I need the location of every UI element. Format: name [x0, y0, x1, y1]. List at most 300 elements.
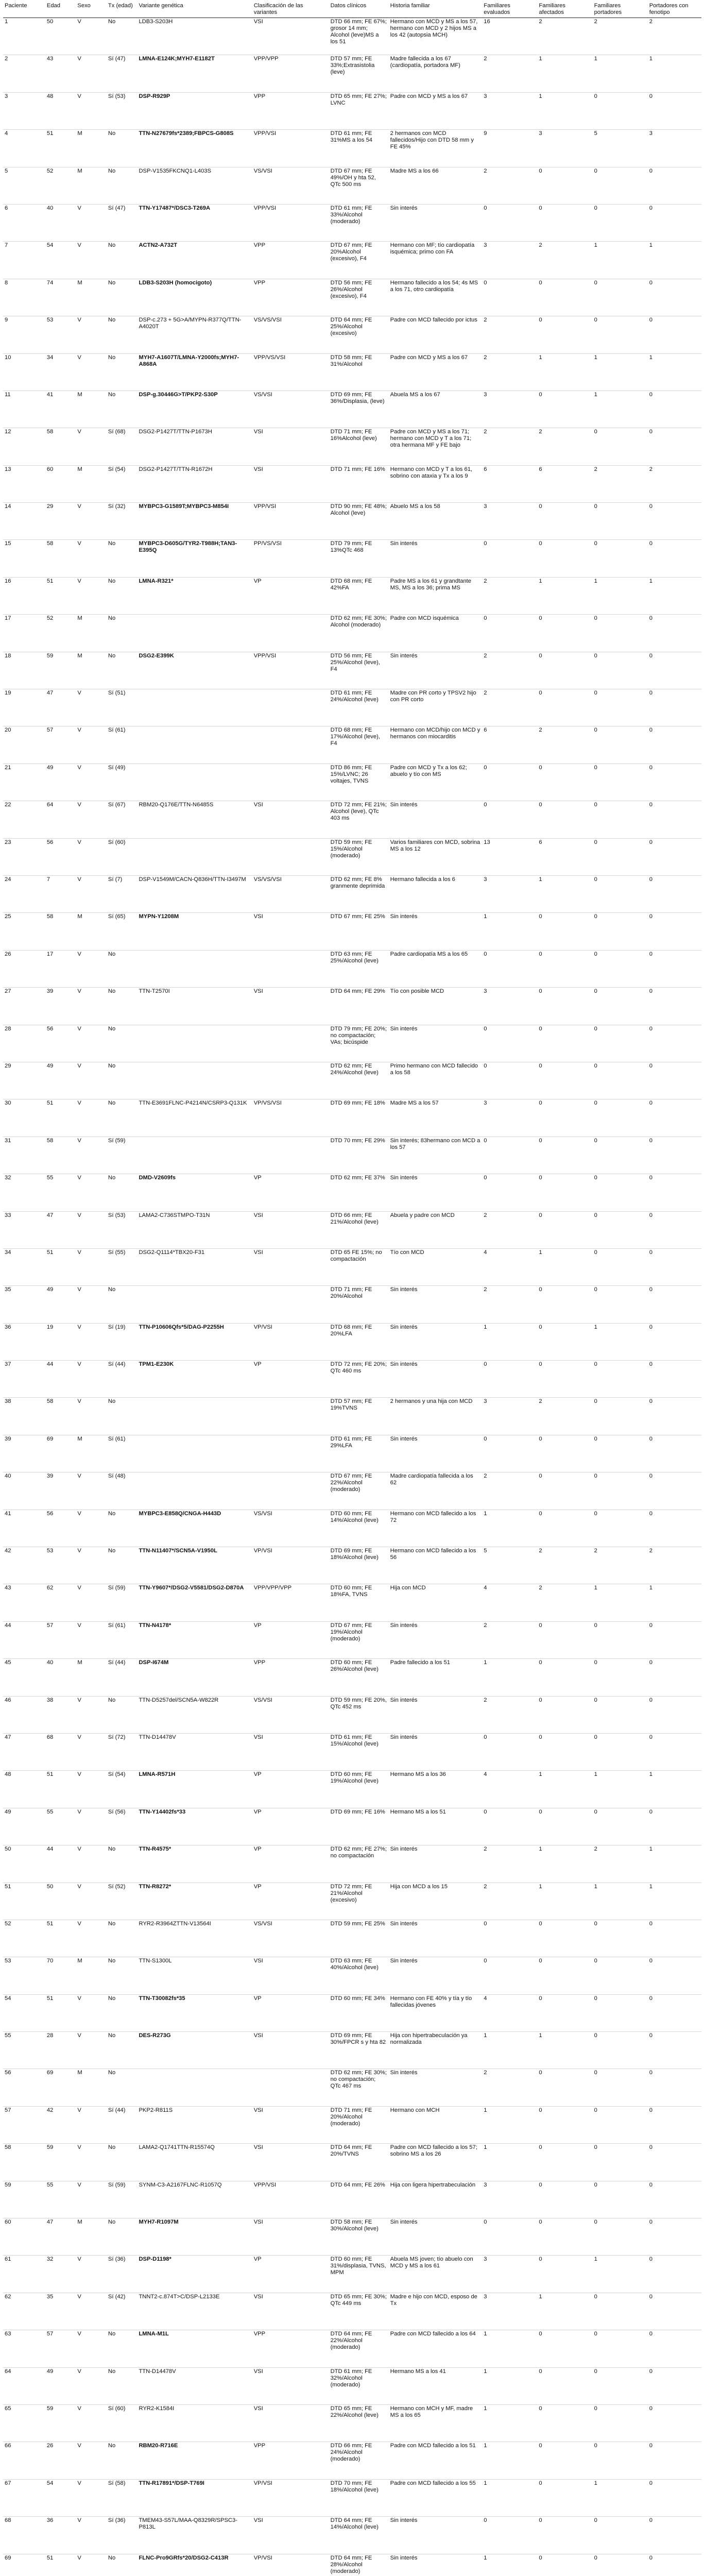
- table-cell: V: [77, 2517, 81, 2524]
- table-cell: 1: [539, 1883, 542, 1890]
- table-cell: 0: [594, 951, 597, 957]
- table-cell: V: [77, 951, 81, 957]
- table-cell: V: [77, 2443, 81, 2449]
- table-cell: No: [108, 578, 116, 584]
- table-cell: 0: [539, 1324, 542, 1330]
- table-cell: DTD 68 mm; FE 20%LFA: [330, 1324, 372, 1337]
- table-cell: 74: [46, 279, 54, 286]
- table-cell: Sin interés: [390, 652, 418, 659]
- table-cell: ACTN2-A732T: [139, 242, 178, 249]
- table-cell: V: [77, 1883, 81, 1890]
- table-cell: VP: [253, 1175, 262, 1181]
- table-cell: 3: [484, 503, 487, 510]
- table-cell: DTD 61 mm; FE 24%/Alcohol (leve): [330, 690, 379, 703]
- table-cell: 70: [46, 1958, 54, 1964]
- table-cell: DTD 62 mm; FE 30%; no compactación; QTc 467 ms: [330, 2070, 387, 2090]
- table-cell: 4: [484, 1249, 487, 1256]
- table-row: [3, 428, 701, 465]
- table-cell: 44: [5, 1622, 11, 1629]
- table-cell: No: [108, 988, 116, 995]
- table-cell: 51: [46, 130, 54, 137]
- table-cell: Hermano con FE 40% y tía y tío fallecidas jóvenes: [390, 1995, 472, 2008]
- table-cell: VSI: [253, 1958, 263, 1964]
- table-cell: 1: [484, 1510, 487, 1517]
- table-cell: 0: [649, 205, 653, 211]
- table-cell: MYH7-A1607T/LMNA-Y2000fs;MYH7-A868A: [139, 354, 239, 367]
- table-cell: DSP-V1535FKCNQ1-L403S: [139, 167, 211, 174]
- table-row: [3, 1472, 701, 1510]
- table-cell: 2: [484, 1846, 487, 1853]
- table-row: [3, 2405, 701, 2442]
- table-cell: 17: [5, 615, 11, 622]
- table-cell: [252, 1472, 329, 1510]
- table-row: [3, 1994, 701, 2031]
- table-cell: DTD 71 mm; FE 20%/Alcohol (moderado): [330, 2107, 372, 2127]
- table-cell: Sin interés: [390, 2554, 418, 2561]
- table-cell: M: [77, 2070, 82, 2076]
- table-cell: V: [77, 727, 81, 734]
- table-cell: V: [77, 503, 81, 510]
- table-cell: Sí (53): [108, 1212, 126, 1218]
- table-cell: 0: [594, 2219, 597, 2226]
- table-cell: Sí (44): [108, 1361, 126, 1368]
- table-cell: 0: [484, 279, 487, 286]
- table-cell: Padre cardiopatía MS a los 65: [390, 951, 468, 957]
- table-cell: 1: [649, 1771, 653, 1778]
- table-cell: DTD 59 mm; FE 20%, QTc 452 ms: [330, 1697, 387, 1710]
- table-cell: DTD 61 mm; FE 15%/Alcohol (leve): [330, 1734, 379, 1747]
- table-cell: Hija con MCD: [390, 1585, 426, 1591]
- table-cell: 50: [46, 1883, 54, 1890]
- table-cell: 58: [46, 1398, 54, 1405]
- table-cell: 0: [539, 1062, 542, 1069]
- table-cell: 53: [46, 1548, 54, 1554]
- table-cell: 0: [594, 839, 597, 845]
- table-cell: [252, 615, 329, 652]
- table-cell: 0: [539, 690, 542, 697]
- table-cell: LMNA-R321*: [139, 578, 174, 584]
- table-cell: 23: [5, 839, 11, 845]
- table-cell: VP: [253, 2256, 262, 2263]
- table-cell: DES-R273G: [139, 2032, 171, 2039]
- table-cell: VPP: [253, 1659, 266, 1666]
- table-row: [3, 913, 701, 950]
- table-cell: 56: [46, 839, 54, 845]
- table-cell: DTD 68 mm; FE 17%/Alcohol (leve), F4: [330, 727, 380, 747]
- table-cell: V: [77, 578, 81, 584]
- table-cell: Hija con hipertrabeculación ya normalizada: [390, 2032, 468, 2046]
- table-cell: 0: [539, 1659, 542, 1666]
- table-cell: 0: [594, 2070, 597, 2076]
- table-cell: 4: [484, 1995, 487, 2002]
- table-cell: 0: [594, 2554, 597, 2561]
- table-cell: Sí (49): [108, 764, 126, 771]
- table-cell: Hermano MS a los 36: [390, 1771, 446, 1778]
- table-cell: 0: [484, 802, 487, 808]
- table-cell: [137, 2069, 252, 2106]
- table-row: [3, 1025, 701, 1062]
- table-cell: DSP-I674M: [139, 1659, 169, 1666]
- table-cell: LDB3-S203H: [139, 19, 173, 25]
- table-cell: 0: [594, 1697, 597, 1703]
- table-cell: 1: [484, 2480, 487, 2486]
- table-cell: 0: [539, 279, 542, 286]
- table-cell: DTD 71 mm; FE 20%/Alcohol: [330, 1286, 372, 1300]
- table-cell: No: [108, 317, 116, 324]
- table-cell: 2: [484, 429, 487, 435]
- table-cell: No: [108, 19, 116, 25]
- table-cell: Sin interés: [390, 2070, 418, 2076]
- table-cell: 0: [539, 2517, 542, 2524]
- table-cell: 2 hermanos con MCD fallecidos/Hijo con DTD 58 mm y FE 45%: [390, 130, 474, 150]
- table-cell: V: [77, 1286, 81, 1293]
- table-cell: M: [77, 1659, 82, 1666]
- table-cell: Sin interés: [390, 1958, 418, 1964]
- table-row: [3, 540, 701, 577]
- table-cell: Padre con MCD fallecido a los 51: [390, 2443, 476, 2449]
- table-cell: RYR2-R3964ZTTN-V13564I: [139, 1920, 211, 1927]
- table-cell: DTD 79 mm; FE 13%QTc 468: [330, 540, 372, 554]
- table-cell: 52: [46, 615, 54, 622]
- table-cell: Sí (67): [108, 802, 126, 808]
- table-cell: 32: [46, 2256, 54, 2263]
- table-row: [3, 1659, 701, 1696]
- patients-table: [3, 2, 701, 2576]
- table-cell: 2: [484, 578, 487, 584]
- table-cell: 55: [46, 1175, 54, 1181]
- table-cell: DTD 62 mm; FE 8% granmente deprimida: [330, 876, 385, 889]
- table-cell: VS/VSI: [253, 1510, 272, 1517]
- table-cell: No: [108, 1510, 116, 1517]
- table-cell: DSP-D1198*: [139, 2256, 171, 2263]
- table-cell: DSG2-P1427T/TTN-P1673H: [139, 429, 212, 435]
- table-row: [3, 1845, 701, 1883]
- table-cell: 0: [594, 1137, 597, 1144]
- table-cell: 1: [484, 1659, 487, 1666]
- table-cell: 0: [649, 1622, 653, 1629]
- table-cell: 29: [46, 503, 54, 510]
- table-cell: VPP/VSI: [253, 130, 277, 137]
- table-cell: V: [77, 1249, 81, 1256]
- table-cell: 0: [649, 1920, 653, 1927]
- table-cell: 57: [46, 2331, 54, 2337]
- table-row: [3, 465, 701, 502]
- table-cell: 0: [649, 2293, 653, 2300]
- column-header: Datos clínicos: [329, 2, 389, 18]
- table-cell: No: [108, 1697, 116, 1703]
- table-cell: M: [77, 466, 82, 472]
- table-cell: 47: [5, 1734, 11, 1740]
- table-cell: 0: [484, 1137, 487, 1144]
- table-row: [3, 615, 701, 652]
- table-row: [3, 1584, 701, 1621]
- table-cell: V: [77, 2405, 81, 2412]
- table-cell: 0: [539, 1995, 542, 2002]
- table-cell: V: [77, 1846, 81, 1853]
- table-cell: [252, 1398, 329, 1435]
- table-cell: 0: [594, 429, 597, 435]
- table-cell: 2: [484, 317, 487, 324]
- table-cell: 47: [46, 2219, 54, 2226]
- table-cell: 0: [649, 1808, 653, 1815]
- table-cell: V: [77, 19, 81, 25]
- table-cell: 0: [649, 93, 653, 99]
- table-cell: LMNA-R571H: [139, 1771, 176, 1778]
- table-cell: DTD 66 mm; FE 24%/Alcohol (moderado): [330, 2443, 372, 2463]
- table-row: [3, 1062, 701, 1099]
- table-cell: VP: [253, 1771, 262, 1778]
- table-cell: 3: [484, 391, 487, 398]
- table-cell: VPP: [253, 93, 266, 99]
- table-cell: DTD 64 mm; FE 25%/Alcohol (excesivo): [330, 317, 372, 337]
- table-row: [3, 689, 701, 726]
- table-cell: 1: [594, 56, 597, 62]
- table-cell: VP/VSI: [253, 2480, 272, 2486]
- table-cell: V: [77, 1622, 81, 1629]
- table-cell: 40: [46, 1659, 54, 1666]
- table-cell: V: [77, 1175, 81, 1181]
- table-cell: No: [108, 1286, 116, 1293]
- table-cell: Sí (47): [108, 205, 126, 211]
- table-cell: Sí (19): [108, 1324, 126, 1330]
- table-cell: VP/VS/VSI: [253, 1100, 282, 1107]
- table-cell: Sí (59): [108, 1585, 126, 1591]
- table-cell: 22: [5, 802, 11, 808]
- table-cell: DTD 69 mm; FE 18%: [330, 1100, 385, 1107]
- table-cell: 0: [539, 802, 542, 808]
- table-cell: DSP-g.30446G>T/PKP2-S30P: [139, 391, 218, 398]
- table-cell: VSI: [253, 2144, 263, 2151]
- table-cell: Padre con MCD isquémica: [390, 615, 459, 622]
- table-row: [3, 2144, 701, 2181]
- table-cell: 3: [484, 2293, 487, 2300]
- table-cell: No: [108, 615, 116, 622]
- table-cell: LAMA2-C736STMPO-T31N: [139, 1212, 210, 1218]
- table-cell: V: [77, 540, 81, 547]
- table-cell: 0: [484, 1435, 487, 1442]
- table-cell: 49: [46, 1286, 54, 1293]
- table-cell: VSI: [253, 429, 263, 435]
- table-cell: Hermano con MCD fallecido a los 72: [390, 1510, 476, 1523]
- table-cell: [137, 726, 252, 764]
- table-cell: DTD 68 mm; FE 42%FA: [330, 578, 372, 591]
- table-cell: VPP/VPP/VPP: [253, 1585, 292, 1591]
- table-cell: Hermano con MCD/hijo con MCD y hermanos con miocarditis: [390, 727, 480, 740]
- table-cell: 1: [484, 2032, 487, 2039]
- table-cell: 1: [594, 391, 597, 398]
- table-cell: DTD 71 mm; FE 16%: [330, 466, 385, 472]
- table-cell: No: [108, 1846, 116, 1853]
- table-cell: V: [77, 1212, 81, 1218]
- table-cell: 27: [5, 988, 11, 995]
- table-cell: TTN-Y17487*/DSC3-T269A: [139, 205, 211, 211]
- table-cell: Sin interés: [390, 1286, 418, 1293]
- table-cell: 3: [484, 93, 487, 99]
- table-cell: Madre MS a los 66: [390, 167, 439, 174]
- table-cell: VSI: [253, 988, 263, 995]
- table-cell: VS/VS/VSI: [253, 876, 282, 883]
- table-cell: Padre con MCD fallecido por ictus: [390, 317, 477, 324]
- table-cell: 1: [594, 1324, 597, 1330]
- table-cell: V: [77, 1771, 81, 1778]
- table-cell: 2: [484, 1473, 487, 1480]
- table-cell: 46: [5, 1697, 11, 1703]
- table-cell: 19: [5, 690, 11, 697]
- table-cell: M: [77, 913, 82, 920]
- table-cell: V: [77, 1137, 81, 1144]
- table-cell: DSG2-P1427T/TTN-R1672H: [139, 466, 213, 472]
- table-cell: 1: [5, 19, 8, 25]
- table-cell: MYPN-Y1208M: [139, 913, 179, 920]
- table-cell: VS/VSI: [253, 1920, 272, 1927]
- column-header: Variante genética: [137, 2, 252, 18]
- table-cell: 1: [649, 1846, 653, 1853]
- table-cell: No: [108, 130, 116, 137]
- table-cell: 51: [5, 1883, 11, 1890]
- table-cell: M: [77, 652, 82, 659]
- table-cell: 0: [539, 2554, 542, 2561]
- table-cell: Sin interés; 83hermano con MCD a los 57: [390, 1137, 480, 1150]
- table-cell: 0: [649, 1361, 653, 1368]
- table-cell: 50: [5, 1846, 11, 1853]
- table-cell: Primo hermano con MCD fallecido a los 58: [390, 1062, 478, 1076]
- table-cell: 0: [539, 1025, 542, 1032]
- table-cell: 0: [649, 1249, 653, 1256]
- table-cell: 1: [484, 2554, 487, 2561]
- table-cell: DTD 60 mm; FE 34%: [330, 1995, 385, 2002]
- table-cell: 0: [484, 1734, 487, 1740]
- table-cell: Sí (58): [108, 2480, 126, 2486]
- table-cell: 2: [594, 466, 597, 472]
- table-row: [3, 2106, 701, 2143]
- table-cell: VSI: [253, 466, 263, 472]
- table-row: [3, 279, 701, 316]
- table-cell: 0: [649, 727, 653, 734]
- table-cell: 2: [484, 1212, 487, 1218]
- table-cell: Sí (53): [108, 93, 126, 99]
- table-cell: No: [108, 167, 116, 174]
- table-cell: 3: [484, 2256, 487, 2263]
- table-cell: M: [77, 167, 82, 174]
- table-row: [3, 764, 701, 801]
- table-cell: Madre cardiopatía fallecida a los 62: [390, 1473, 473, 1486]
- table-cell: Sin interés: [390, 1361, 418, 1368]
- table-cell: Madre con PR corto y TPSV2 hijo con PR corto: [390, 690, 476, 703]
- table-cell: 0: [594, 167, 597, 174]
- table-cell: V: [77, 429, 81, 435]
- table-cell: [137, 1398, 252, 1435]
- table-row: [3, 2517, 701, 2554]
- table-cell: LAMA2-Q1741TTN-R15574Q: [139, 2144, 215, 2151]
- table-cell: No: [108, 2144, 116, 2151]
- table-cell: Sin interés: [390, 540, 418, 547]
- table-cell: 0: [649, 1510, 653, 1517]
- table-cell: No: [108, 1398, 116, 1405]
- table-cell: 0: [649, 2144, 653, 2151]
- table-cell: 0: [539, 1361, 542, 1368]
- table-cell: 26: [5, 951, 11, 957]
- table-cell: 0: [539, 1622, 542, 1629]
- table-cell: 0: [649, 2070, 653, 2076]
- table-cell: 25: [5, 913, 11, 920]
- table-cell: PKP2-R811S: [139, 2107, 173, 2113]
- table-cell: 1: [539, 2293, 542, 2300]
- table-cell: VSI: [253, 19, 263, 25]
- table-cell: 0: [649, 652, 653, 659]
- table-cell: 1: [594, 578, 597, 584]
- table-cell: 0: [594, 1175, 597, 1181]
- table-cell: V: [77, 2554, 81, 2561]
- table-cell: 0: [594, 279, 597, 286]
- table-cell: 0: [649, 913, 653, 920]
- table-cell: 0: [539, 652, 542, 659]
- table-cell: TTN-N4178*: [139, 1622, 171, 1629]
- table-row: [3, 353, 701, 391]
- column-header: Familiares evaluados: [482, 2, 537, 18]
- table-cell: 2: [484, 1697, 487, 1703]
- table-cell: 0: [594, 1473, 597, 1480]
- table-cell: 1: [594, 1883, 597, 1890]
- table-cell: 0: [539, 1473, 542, 1480]
- table-cell: V: [77, 2032, 81, 2039]
- table-cell: 3: [484, 1398, 487, 1405]
- table-cell: [137, 1472, 252, 1510]
- table-cell: 0: [539, 167, 542, 174]
- table-cell: 42: [5, 1548, 11, 1554]
- table-cell: DTD 62 mm; FE 24%/Alcohol (leve): [330, 1062, 379, 1076]
- table-cell: No: [108, 2070, 116, 2076]
- table-cell: 69: [46, 1435, 54, 1442]
- table-cell: 57: [46, 727, 54, 734]
- table-cell: Madre MS a los 57: [390, 1100, 439, 1107]
- table-cell: 2 hermanos y una hija con MCD: [390, 1398, 473, 1405]
- table-cell: [252, 1062, 329, 1099]
- table-cell: Sí (61): [108, 1435, 126, 1442]
- table-cell: 0: [649, 1473, 653, 1480]
- table-cell: VP: [253, 1995, 262, 2002]
- table-cell: 0: [539, 2070, 542, 2076]
- table-cell: DTD 62 mm; FE 27%; no compactación: [330, 1846, 387, 1859]
- table-cell: 9: [484, 130, 487, 137]
- table-cell: 11: [5, 391, 11, 398]
- table-cell: 17: [46, 951, 54, 957]
- table-row: [3, 1547, 701, 1584]
- table-cell: VSI: [253, 1249, 263, 1256]
- table-row: [3, 1808, 701, 1845]
- table-cell: DTD 66 mm; FE 67%; grosor 14 mm; Alcohol (leve)MS a los 51: [330, 19, 387, 45]
- table-cell: 60: [46, 466, 54, 472]
- table-cell: VS/VSI: [253, 391, 272, 398]
- table-row: [3, 2218, 701, 2256]
- table-cell: DTD 72 mm; FE 20%; QTc 460 ms: [330, 1361, 387, 1375]
- table-cell: 0: [539, 913, 542, 920]
- table-cell: VP: [253, 1883, 262, 1890]
- table-cell: No: [108, 2443, 116, 2449]
- table-cell: M: [77, 615, 82, 622]
- table-row: [3, 1323, 701, 1360]
- table-cell: DTD 67 mm; FE 25%: [330, 913, 385, 920]
- table-cell: VSI: [253, 913, 263, 920]
- column-header: Paciente: [3, 2, 45, 18]
- table-cell: 2: [594, 19, 597, 25]
- table-cell: VSI: [253, 2107, 263, 2113]
- table-cell: 0: [594, 1286, 597, 1293]
- table-cell: 6: [5, 205, 8, 211]
- table-cell: [252, 950, 329, 987]
- table-body: [3, 18, 701, 2576]
- table-cell: 6: [484, 466, 487, 472]
- table-row: [3, 2032, 701, 2069]
